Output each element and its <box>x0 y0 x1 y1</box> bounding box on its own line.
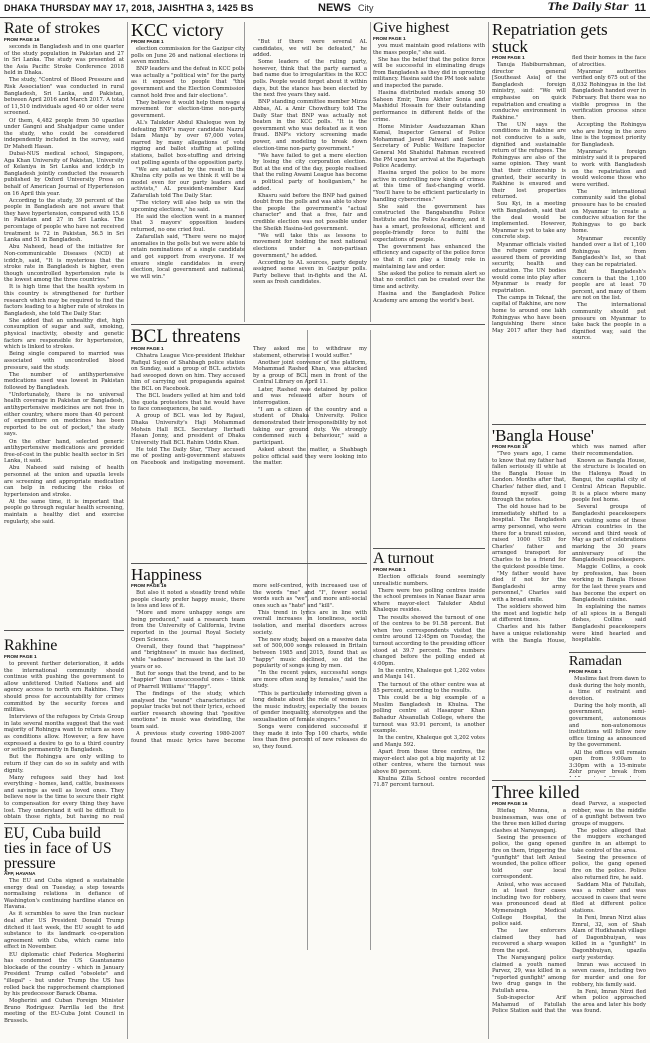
paragraph: A previous study covering 1980-2007 found that music lyrics have become more self-centred, with increased use of the words "me" and "I", fewer social words such as "we", and more anti-social ones such as "hate" and "kill". <box>131 583 367 744</box>
paragraph: to prevent further deterioration, it adds the international community should continue with pushing the government to allow unfettered United Nations and aid agency access to north ern Rakhine. They should press for accountability for crimes committed by the security forces and militias. <box>4 661 124 714</box>
section-rule <box>492 424 646 425</box>
paragraph: Known as Bangla House, the structure is located on the Halenya Road in Bangui, the capital city of Central African Republic. It is a place where many people feel home. <box>572 457 646 504</box>
paragraph: Hasina and the Bangladesh Police Academy are among the world's best. <box>373 290 485 304</box>
paragraph: Charles and his father have a unique relationship with the Bangla House, which was named after their recommendation. <box>492 444 646 644</box>
article-body <box>492 444 646 646</box>
paragraph: "We are satisfied by the result in the Khulna city polls as we think it will be a model even for our party leaders and activists," AL president-member Kazi Zafarullah told The Daily Star. <box>131 166 245 200</box>
subsection-name: City <box>358 3 374 13</box>
paragraph: The international community said the global pressure has to be created on Myanmar to create a conducive situation for the Rohingyas to go back home. <box>572 188 646 235</box>
paragraph: BNP standing committee member Mirza Abbas, AL a Amir Chowdhury told The Daily Star that BNP was actually not beaten in the KCC polls. "It is the government who was defeated as it won fraud. BNP's victory screening made power, and modeling to break down election-time non-party government." <box>253 99 367 152</box>
paragraph: Suu Kyi, in a meeting with Bangladesh, said that the deal would be implemented. However, Myanmar is yet to take any concrete step. <box>492 201 566 241</box>
headline: A turnout <box>373 551 434 567</box>
date-line: DHAKA THURSDAY MAY 17, 2018, JAISHTHA 3, 1425 BS <box>4 3 254 13</box>
paragraph: The UN says the conditions in Rakhine are not conducive to a safe, dignified and sustainable return of the refugees. The Rohingyas are also of the same opinion. They want that their citizenship is granted, their security in Rakhine is ensured and their lost properties returned. <box>492 121 566 201</box>
paragraph: BNP leaders and the defeat in KCC polls was actually a "political win" for the party as it exposed to people that "this government and the Election Commission cannot hold free and fair elections". <box>131 66 245 99</box>
paragraph: In the centre, Khaleque got 1,202 votes and Manju 141. <box>373 667 485 681</box>
paragraph: "Two years ago, I came to know that my father had fallen seriously ill while at the Bangla House in London. Months after that, Charles' father died, and I found myself going through the notes. <box>492 451 566 504</box>
paragraph: But Bangladesh's concern is that the 1,100 people are at least 70 percent, and many of them are not on the list. <box>572 269 646 302</box>
paragraph: seconds in Bangladesh and in one quarter of the study population in Pakistan and 27 in Sri Lanka. The study was presented at the Asia Pacific Stroke Conference 2018 held in Dhaka. <box>4 44 124 77</box>
paragraph: Muslims fast from dawn to dusk during the holy month, a time of restraint and devotion. <box>569 676 646 702</box>
paragraph: The old house had to be immediately shifted to a hospital. The Bangladesh army personnel, who were there for a transit mission, raised 1000 USD for Charles' father and arranged transport for Charles to be a friend for the quickest possible time. <box>492 504 566 570</box>
paragraph: But for songs that the trend, and to be "happier" than unsuccessful ones - think of Pharrell Williams' "Happy". <box>131 670 245 690</box>
article-three-killed <box>492 783 646 1039</box>
paragraph: The government has enhanced the efficiency and capacity of the police force so that it can play a timely role in maintaining law and order. <box>373 243 485 270</box>
paragraph: Mogherini and Cuban Foreign Minister Bruno Rodriguez Parrilla led the first meeting of the EU-Cuba Joint Council in Brussels. <box>4 998 124 1024</box>
paragraph: Later, Rashed was detained by police and was released after hours of interrogation. <box>253 386 367 406</box>
paragraph: Tanuja Habiburrahman, director general [Southeast Asia] of the Bangladesh foreign ministry, said: "We will emphasise on quick repatriation and creating a conducive environment in Rakhine." <box>492 62 566 121</box>
headline: Three killed <box>492 783 580 802</box>
paragraph: The number of antihypertensive medications used was lowest in Pakistan followed by Bangladesh. <box>4 371 124 391</box>
headline: Repatriation gets stuck <box>492 21 608 56</box>
article-body <box>4 661 124 820</box>
paragraph: It is high time that the health system in this country is strengthened for further research which may be required to find the factors leading to a higher rate of strokes in Bangladesh, she told The Daily Star. <box>4 284 124 317</box>
paragraph: Seeing the presence of police, the gang opened fire on the police. Police also returned fire, he said. <box>572 854 646 881</box>
paragraph: Myanmar recently handed over a list of 1,100 Rohingyas from Bangladesh's list, so that they can be repatriated. <box>572 235 646 268</box>
paragraph: Accepting the Rohingya who are living in the zero line is the topmost priority for Bangladesh. <box>572 121 646 148</box>
paragraph: Seeing the presence of police, the gang opened fire on them, triggering the "gunfight" that left Anisul wounded, the police officer told our local correspondent. <box>492 834 566 881</box>
paragraph: But the Rohingya are only willing to return if they can do so in safety and with dignity. <box>4 754 124 774</box>
article-eu-cuba <box>4 826 124 1039</box>
paragraph: Abu Naheed said raising of health personnel at the union and upazila levels are screening and appropriate medication can help in reducing the risks of hypertension and stroke. <box>4 465 124 498</box>
paragraph: This could be a big example of a Muslim Bangladesh in Khulna. The polling centre at Hasanpur Khan Bahadur Ahsanullah College, where the turnout was 93.91 percent, is another example. <box>373 695 485 735</box>
paragraph: The Narayanganj police claimed a youth named Parvez, 29, was killed in a "reported gunfight" among two drug gangs in the Fatullah area. <box>492 955 566 995</box>
article-body <box>569 676 646 777</box>
paragraph: According to the study, 39 percent of the people in Bangladesh are not aware that they have hypertension, compared with 15.6 in Pakistan and 27 in Sri Lanka. The percentage of people who have not received treatment is 72 in Pakistan, 56.5 in Sri Lanka and 51 in Bangladesh. <box>4 197 124 244</box>
paragraph: Anisul, who was accused in at least four cases including two for robbery, was pronounced dead at Mymensingh Medical College Hospital, the police said. <box>492 881 566 928</box>
article-body <box>373 574 485 789</box>
byline: FROM PAGE 1 <box>131 40 164 45</box>
paragraph: She asked the police to remain alert so that no conflict can be created over the time and activity. <box>373 270 485 290</box>
paragraph: Abu Naheed, head of the initiative for Non-communicable Diseases (NCD) at icddr,b, said, "It is mysterious that the stroke rate in Bangladesh is higher, even though uncontrolled hypertension rate is the lowest among the three countries." <box>4 244 124 284</box>
headline: Rakhine <box>4 638 58 654</box>
paragraph: "I am a citizen of the country and a student of Dhaka University. Police demonstrated their irresponsibility by not taking our ground duty. We strongly condemned such a behaviour," said a participant. <box>253 406 367 446</box>
paragraph: They believe it would help them wage a movement for election-time non-party government. <box>131 99 245 119</box>
section-rule <box>131 563 367 564</box>
byline: AFP, HAVANA <box>4 872 36 877</box>
paragraph: A group of BCL was led by Rajaul, Dhaka University's Haji Mohammad Mohsin Hall BCL Secretary Iterhadi Hasan Jonny, and president of Dhaka University Hall BCL Rahim Uddin Khan. <box>131 413 245 446</box>
paragraph: Chhatra League Vice-president Iftekhar Rafiqul Sujon of Shahbagh police station on Sunday, said a group of BCL activists had swooped down on him. They accused him of carrying out propaganda against the BCL on Facebook. <box>131 353 245 392</box>
article-repatriation-gets-stuck <box>492 21 646 421</box>
paragraph: The findings of the study, which analysed the "sound" characteristics of popular tracks but not their lyrics, echoed earlier research showing that "positive emotions" in music was dwindling, the team said. <box>131 690 245 730</box>
paragraph: Sub-inspector Arif Mahamud of Fatullah Police Station said that the dead Parvez, a suspected robber, was in the middle of a gunfight between two groups of muggers. <box>492 801 646 1015</box>
article-give-highest <box>373 21 485 546</box>
headline: Ramadan <box>569 655 622 669</box>
paragraph: At the same time, it is important that people go through regular health screening, maintain a healthy diet and exercise regularly, she said. <box>4 498 124 525</box>
paragraph: Many refugees said they had lost everything - homes, land, cattle, businesses and savings as well as loved ones. They believe now is the time to secure their right to compensation for every thing they have lost. They understand it will be difficult to obtain those rights, but having no real <box>4 774 124 820</box>
paragraph: The BCL leaders yelled at him and told the quota protestors that he would have to face consequences, he said. <box>131 393 245 413</box>
paragraph: She has the belief that the police force will be successful in eliminating drugs from Bangladesh as they did in uprooting militancy. Hasina said the PM took salute and inspected the parade. <box>373 56 485 90</box>
paragraph: Interviews of the refugees by Crisis Group in late several months suggest that the vast majority of Rohingya want to return as soon as conditions allow. However, a few have expressed a desire to go to a third country or settle permanently in Bangladesh. <box>4 714 124 754</box>
paragraph: "Unfortunately, there is no universal health coverage in Pakistan or Bangladesh, antihypertensive medicines are not free in either country, where more than 40 percent of expenditure on medicines has been reported to be out of pocket," the study says. <box>4 391 124 438</box>
byline: FROM PAGE 1 <box>373 568 406 573</box>
article-rate-of-strokes <box>4 21 124 626</box>
headline: EU, Cuba build ties in face of US pressure <box>4 826 112 872</box>
article-kcc-victory <box>131 21 367 321</box>
paragraph: Some leaders of the ruling party, however, think that the party earned a bad name due to irregularities in the KCC polls. People would forget about it within days, but the stance has been elected by the next five years they said. <box>253 59 367 99</box>
paragraph: Asked about the matter, a Shahbagh police official said they were looking into the matter. <box>253 446 367 467</box>
article-ramadan <box>569 655 646 777</box>
paragraph: Several groups of Bangladeshi peacekeepers are visiting some of these African countries in the second and third week of May as part of celebrations marking the 30 years anniversary of the Bangladeshi peacekeepers. <box>572 504 646 564</box>
column-divider <box>127 22 128 1039</box>
paragraph: In Feni, Imran Nirzi fled when police approached the area and later his body was found. <box>572 988 646 1015</box>
paragraph: This trend in lyrics are in line with overall increases in loneliness, social isolation, and mental disorders across society. <box>253 609 367 636</box>
paragraph: Election officials found seemingly unrealistic numbers. <box>373 574 485 587</box>
paragraph: All the offices will remain open from 9:00am to 3:30pm with a 15-minute Zohr prayer break from <box>569 749 646 776</box>
paragraph: She added that an unhealthy diet, high consumption of sugar and salt, smoking, physical inactivity, obesity and genetic factors are responsible for hypertension, which is linked to strokes. <box>4 317 124 351</box>
paragraph: Home Minister Asaduzzaman Khan Kamal, Inspector General of Police Mohammad Javed Patwari and Senior Secretary of Public Welfare Inspector General Md Shahidul Rahman received the PM upon her arrival at the Rajarbagh Police Academy. <box>373 123 485 170</box>
page-masthead <box>0 0 650 18</box>
paragraph: "More and more unhappy songs are being produced," said a research team from the University of California, Irvine reported in the journal Royal Society Open Science. <box>131 610 245 643</box>
paragraph: "My father would have died if not for the Bangladeshi army personnel," Charles said with a broad smile. <box>492 570 566 604</box>
paragraph: The study, "Control of Blood Pressure and Risk Association" was conducted in rural Bangladesh, Sri Lanka, and Pakistan, between April 2016 and March 2017. A total of 11,510 individuals aged 40 or older were screened. <box>4 77 124 117</box>
byline: FROM PAGE 16 <box>492 445 528 450</box>
byline: FROM PAGE 1 <box>492 56 525 61</box>
paragraph: Being single compared to married was associated with uncontrolled blood pressure, said the study. <box>4 351 124 371</box>
byline: FROM PAGE 1 <box>4 655 37 660</box>
article-rakhine <box>4 638 124 820</box>
byline: FROM PAGE 1 <box>569 670 602 675</box>
paragraph: Of them, 4,482 people from 50 upazilas under Gangni and Shahjadpur came under the study, who could be considered independently included in the survey, said Dr Mahedi Hasan. <box>4 117 124 150</box>
paragraph: "In the recent years, successful songs are more often sung by females," said the study. <box>253 670 367 690</box>
paragraph: She said the government has constructed the Bangabandhu Police Institute and the Police Academy, and it has a smart, professional, efficient and people-friendly force to fulfil the expectations of people. <box>373 203 485 243</box>
column-divider <box>488 22 489 1039</box>
headline: 'Bangla House' <box>492 427 594 445</box>
article-body <box>4 44 124 525</box>
article-body <box>4 878 124 1025</box>
paragraph: Maggie Collins, a cook by profession, has been working in Bangla House for the last three years and has become the expert on Bangladeshi cuisine. <box>572 564 646 604</box>
section-rule <box>4 823 124 824</box>
paragraph: In the centre, Khaleque got 3,202 votes and Manju 592. <box>373 735 485 748</box>
paragraph: Songs were considered successful if they made it into Top 100 charts, while less than five percent of new releases do so, they found. <box>253 723 367 750</box>
paragraph: Zafarullah said, "There were no major anomalies in the polls but we were able to retain nominations of a single candidate and got support from everyone. If we ensure single candidates in every election, local government and national, we will win." <box>131 234 245 280</box>
paragraph: you must maintain good relations with the mass people," she said. <box>373 43 485 56</box>
paragraph: But also it noted a steadily trend while people clearly prefer happy music, there is less and less of it. <box>131 590 245 610</box>
article-body <box>131 39 367 317</box>
paragraph: Khasru said before the BNP had gained doubt from the polls and was able to show the people the government's "actual character" and that a free, fair and credible election was not possible under the Sheikh Hasina-led government. <box>253 192 367 232</box>
paragraph: The soldiers showed him the most and logistic help at different times. <box>492 604 566 624</box>
paragraph: The results showed the turnout of one of the centres to be 91.58 percent. But when two correspondents visited the centre around 12:45pm on Tuesday, the turnout according to the presiding officer stood at 39.7 percent. The numbers changed before the polling ended at 4:00pm. <box>373 614 485 667</box>
paragraph: Another joint convenor of the platform, Mohammad Rashed Khan, was attacked by a group of BCL men in front of the Central Library on April 11. <box>253 359 367 386</box>
paragraph: There were two polling centres inside the school premises in Nanae Bazar area where mayor-elect Talukder Abdul Khaleque resides. <box>373 587 485 614</box>
paragraph: The new study, based on a massive data set of 500,000 songs released in Britain between 1985 and 2015, found that as "happy" music declined, so did the popularity of songs sung by men. <box>253 636 367 670</box>
paragraph: Dubai-NUS medical school, Singapore, Aga Khan University of Pakistan, University of Kelaniya in Sri Lanka and icddr,b in Bangladesh jointly conducted the research published by Oxford University Press on behalf of American Journal of Hypertension on 16 April this year. <box>4 151 124 197</box>
paragraph: Overall, they found that "happiness" and "brightness" in music has declined, while "sadness" increased in the last 30 years or so. <box>131 643 245 670</box>
column-divider <box>370 330 371 950</box>
paragraph: The law enforcers claimed they had recovered a sharp weapon from the spot. <box>492 928 566 954</box>
paragraph: Ittefaq Munna, a businessman, was one of the three men killed during clashes at Narayanganj. <box>492 808 566 834</box>
article-body <box>131 583 367 1033</box>
headline: Give highest <box>373 21 450 36</box>
headline: Happiness <box>131 566 202 584</box>
paragraph: Myanmar's foreign ministry said it is prepared to work with Bangladesh on the repatriation and would welcome those who were verified. <box>572 148 646 188</box>
paragraph: According to AL sources, party deputy assigned some seven in Gazipur polls. Party believe that in-fights and the AL seen as fresh candidates. <box>253 259 367 286</box>
paragraph: EU diplomatic chief Federica Mogherini has condemned the US Guantanamo blockade of the country - which in January President Trump called "obsolete" and "illegal" - but under Trump the US has rolled back the rapprochement championed by his predecessor Barack Obama. <box>4 951 124 998</box>
section-rule <box>131 324 485 325</box>
section-rule <box>492 780 646 781</box>
paragraph: In Feni, Imran Nirzi alias Emrul, 32, son of Shah Alam of Hudkhanah village of Dagonbhuiyan, was killed in a "gunfight" in Dagonbhuiyan, upazila early yesterday. <box>572 915 646 961</box>
paragraph: "But if there were several AL candidates, we will be defeated," he added. <box>253 39 367 59</box>
paragraph: Hasina urged the police to be more active in controlling new kinds of crimes at this time of fast-changing world. "You'll have to be efficient particularly in handling cybercrimes." <box>373 170 485 203</box>
headline: Rate of strokes <box>4 21 100 37</box>
article-body <box>131 346 367 556</box>
paragraph: "We have failed to get a mere election by losing the city corporation election. But at the end of the day, people realised that the ruling Awami League has become a political party of hooliganism," he added. <box>253 152 367 192</box>
byline: FROM PAGE 16 <box>4 38 40 43</box>
paragraph: The police alleged that the muggers exchanged gunfire in an attempt to take control of the area. <box>572 827 646 854</box>
paragraph: election commission for the Gazipur city polls on June 26 and national elections in seven months. <box>131 46 245 66</box>
paragraph: The international community should put pressure on Myanmar to take back the people in a dignified way, said the source. <box>572 302 646 342</box>
article-body <box>373 43 485 304</box>
paragraph: Myanmar authorities verified only 675 out of the 8,032 Rohingyas in the list Bangladesh handed over in February. But there was no visible progress in the verification process since then. <box>572 68 646 121</box>
paragraph: He told The Daily Star, "They accused me of posting anti-government statuses on Facebook and instigating movement. They asked me to withdraw my statement, otherwise I would suffer." <box>131 346 367 466</box>
paragraph: He said the election went in a manner that 3 mayors' opposition leaders returned, no one cried foul. <box>131 213 245 234</box>
paragraph: "The victory will also help us win the upcoming elections," he said. <box>131 200 245 213</box>
newspaper-logo: The Daily Star <box>547 2 628 13</box>
article-bcl-threatens <box>131 327 367 561</box>
paragraph: "We will take this as lessons to movement for holding the next national elections under a non-partisan government," he added. <box>253 232 367 259</box>
byline: FROM PAGE 1 <box>131 347 164 352</box>
paragraph: The turnout of the other centre was at 85 percent, according to the results. <box>373 681 485 695</box>
article-body <box>492 801 646 1033</box>
byline: FROM PAGE 1 <box>373 37 406 42</box>
byline: FROM PAGE 16 <box>131 584 167 589</box>
page-number: 11 <box>634 2 646 14</box>
section-rule <box>569 652 646 653</box>
article-bangla-house <box>492 427 646 651</box>
paragraph: Apart from these three centres, the mayor-elect also got a big majority at 12 other centres, where the turnout was above 80 percent. <box>373 748 485 775</box>
article-happiness <box>131 566 367 1039</box>
section-rule <box>373 548 485 549</box>
paragraph: The EU and Cuba signed a sustainable energy deal on Tuesday, a step towards normalising relations in defiance of Washington's continuing hardline stance on Havana. <box>4 878 124 911</box>
paragraph: AL's Talukder Abdul Khaleque won by defeating BNP's mayor candidate Nazrul Islam Manju by over 67,000 votes, marred by many allegations of vote rigging and ballot stuffing at polling stations, ballot box-stuffing and driving out polling agents of the opposition party. <box>131 120 245 166</box>
section-rule <box>4 630 124 631</box>
paragraph: Imran was accused in seven cases, including two for murder and one for robbery, his family said. <box>572 961 646 988</box>
paragraph: "This is particularly interesting given a long debate about the role of women in the music industry, especially the issues of gender inequality, stereotypes and the sexualisation of female singers." <box>253 690 367 723</box>
headline: KCC victory <box>131 21 224 40</box>
paragraph: Hasina distributed medals among 50 Saheen Emir, Tonu Akhter Sonia and Mashidul Hossain for their outstanding performance in different fields of the crime. <box>373 90 485 123</box>
paragraph: On the other hand, selected generic antihypertensive medications are provided free-of-cost in the public health sector in Sri Lanka, it said. <box>4 438 124 465</box>
paragraph: Saddam Mia of Fatullah, was a robber and was accused in cases that were filed at different police stations. <box>572 881 646 914</box>
headline: BCL threatens <box>131 327 241 347</box>
paragraph: During the holy month, all government, semi-government, autonomous and non-autonomous institutions will follow new office timing as announced by the government. <box>569 702 646 749</box>
section-name: NEWS <box>318 2 351 14</box>
byline: FROM PAGE 16 <box>492 802 528 807</box>
paragraph: The camps in Teknaf, the capital of Rakhine, are now home to around one lakh Rohingyas who have been languishing there since May 2017 after they had fled their homes in the face of atrocities. <box>492 55 646 334</box>
paragraph: In explaining the names of all spices in a Bengali dishes, Collins said Bangladeshi peacekeepers were kind hearted and hospitable. <box>572 604 646 644</box>
paragraph: Myanmar officials visited the refugee camps and assured them of providing security, health and education. The UN bodies would come into play after Myanmar is ready for repatriation. <box>492 241 566 294</box>
article-a-turnout <box>373 551 485 1039</box>
column-divider <box>370 22 371 322</box>
paragraph: Khulna Zilla School centre recorded 71.87 percent turnout. <box>373 775 485 789</box>
paragraph: As it scrambles to save the Iran nuclear deal after US President Donald Trump ditched it last week, the EU sought to add substance to its landmark co-operation agreement with Cuba, which came into effect in November. <box>4 911 124 951</box>
article-body <box>492 55 646 421</box>
